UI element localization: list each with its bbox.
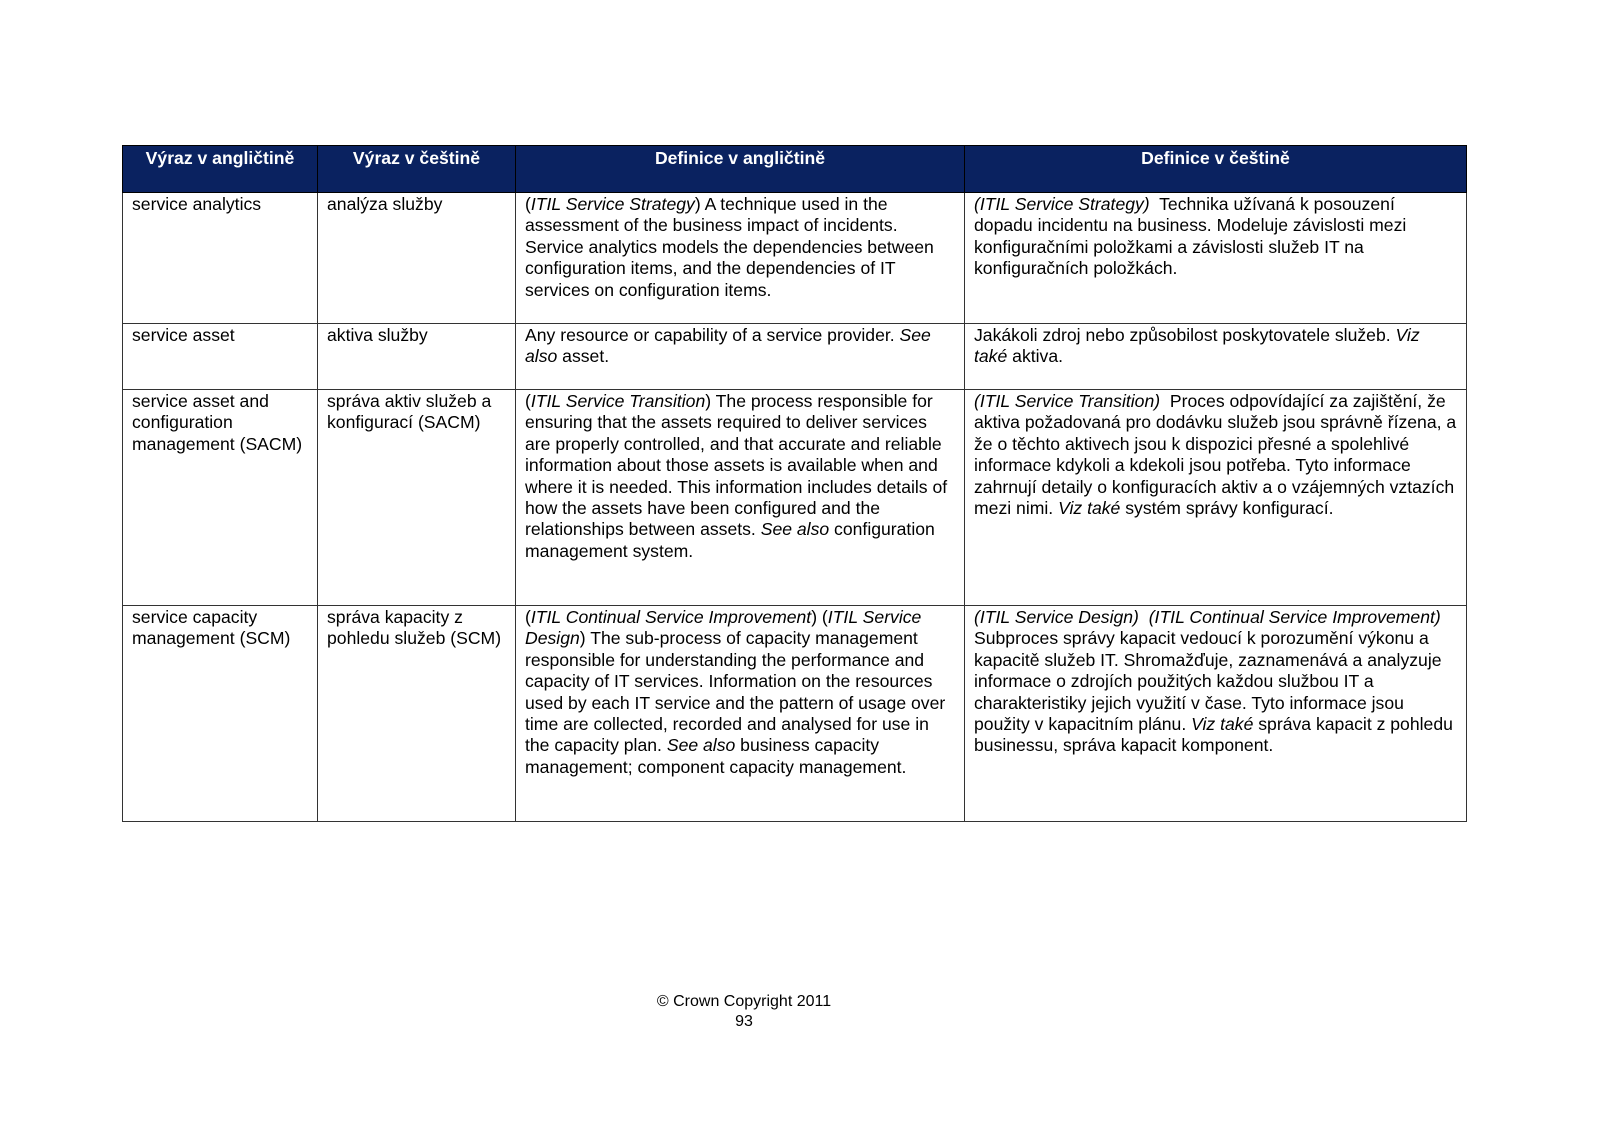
czech-definition <box>965 324 1467 390</box>
text-segment: Technika užívaná k posouzení dopadu incidentu na business. Modeluje závislosti mezi konfiguračními položkami a závislosti služeb IT na konfiguračních položkách. <box>974 194 1412 279</box>
english-term: service asset and configuration management (SACM) <box>123 390 318 606</box>
text-segment: ) ( <box>811 607 828 627</box>
text-segment: Subproces správy kapacit vedoucí k porozumění výkonu a kapacitě služeb IT. Shromažďuje, zaznamenává a analyzuje informace o zdrojích použitých každou službou IT a charakteristiky jejich využití v čase. Tyto informace jsou použity v kapacitním plánu. <box>974 607 1451 735</box>
glossary-table <box>122 145 1467 822</box>
czech-definition <box>965 193 1467 324</box>
table-row <box>123 193 1467 324</box>
header-english-definition: Definice v angličtině <box>516 146 965 193</box>
italic-text-segment: ITIL Service Design <box>525 607 927 649</box>
text-segment: ( <box>525 607 531 627</box>
text-segment: Jakákoli zdroj nebo způsobilost poskytovatele služeb. <box>974 325 1396 345</box>
table-row <box>123 390 1467 606</box>
czech-term: správa kapacity z pohledu služeb (SCM) <box>318 606 516 822</box>
english-definition <box>516 324 965 390</box>
czech-term: aktiva služby <box>318 324 516 390</box>
text-segment: asset. <box>557 346 610 367</box>
text-segment: ) The process responsible for ensuring that the assets required to deliver services are properly controlled, and that accurate and reliable information about those assets is available when and where it is needed. This information includes details of how the assets have been configured and the relationships between assets. <box>525 391 953 540</box>
english-term: service asset <box>123 324 318 390</box>
italic-text-segment: ITIL Continual Service Improvement <box>530 607 812 627</box>
czech-definition <box>965 390 1467 606</box>
text-segment: business capacity management; component capacity management. <box>525 735 907 777</box>
header-czech-term: Výraz v češtině <box>318 146 516 193</box>
page-number: 93 <box>735 1013 753 1030</box>
english-definition <box>516 193 965 324</box>
text-segment: systém správy konfigurací. <box>1120 498 1334 519</box>
italic-text-segment: ITIL Service Strategy <box>530 194 695 214</box>
table-row <box>123 324 1467 390</box>
text-segment: ) The sub-process of capacity management responsible for understanding the performance and capacity of IT services. Information on the resources used by each IT service and the pattern of usage over time are collected, recorded and analysed for use in the capacity plan. <box>525 628 951 756</box>
table-header-row <box>123 146 1467 193</box>
italic-text-segment: (ITIL Service Transition) <box>974 391 1161 411</box>
english-term: service capacity management (SCM) <box>123 606 318 822</box>
italic-text-segment: Viz také <box>1058 498 1121 519</box>
czech-definition <box>965 606 1467 822</box>
english-term: service analytics <box>123 193 318 324</box>
header-czech-definition: Definice v češtině <box>965 146 1467 193</box>
text-segment: aktiva. <box>1007 346 1064 367</box>
english-definition <box>516 606 965 822</box>
italic-text-segment: Viz také <box>1191 714 1254 735</box>
header-english-term: Výraz v angličtině <box>123 146 318 193</box>
italic-text-segment: Viz také <box>974 325 1425 367</box>
italic-text-segment: ITIL Service Transition <box>530 391 706 411</box>
italic-text-segment: See also <box>666 735 736 756</box>
italic-text-segment: See also <box>760 519 830 540</box>
czech-term: analýza služby <box>318 193 516 324</box>
italic-text-segment: (ITIL Service Strategy) <box>974 194 1150 214</box>
italic-text-segment: See also <box>525 325 936 367</box>
text-segment: Proces odpovídající za zajištění, že aktiva požadovaná pro dodávku služeb jsou správně řízena, a že o těchto aktivech jsou k dispozici přesné a spolehlivé informace kdykoli a kdekoli jsou potřeba. Tyto informace zahrnují detaily o konfiguracích aktiv a o vzájemných vztazích mezi nimi. <box>974 391 1462 519</box>
copyright-notice: © Crown Copyright 2011 <box>656 993 832 1010</box>
text-segment: správa kapacit z pohledu businessu, správa kapacit komponent. <box>974 714 1458 756</box>
text-segment: ( <box>525 194 531 214</box>
text-segment: Any resource or capability of a service provider. <box>525 325 900 345</box>
czech-term: správa aktiv služeb a konfigurací (SACM) <box>318 390 516 606</box>
italic-text-segment: (ITIL Service Design) (ITIL Continual Service Improvement) <box>974 607 1441 627</box>
text-segment: ( <box>525 391 531 411</box>
table-row <box>123 606 1467 822</box>
text-segment: ) A technique used in the assessment of the business impact of incidents. Service analytics models the dependencies between configuration items, and the dependencies of IT services on configuration items. <box>525 194 939 300</box>
text-segment: configuration management system. <box>525 519 940 561</box>
english-definition <box>516 390 965 606</box>
